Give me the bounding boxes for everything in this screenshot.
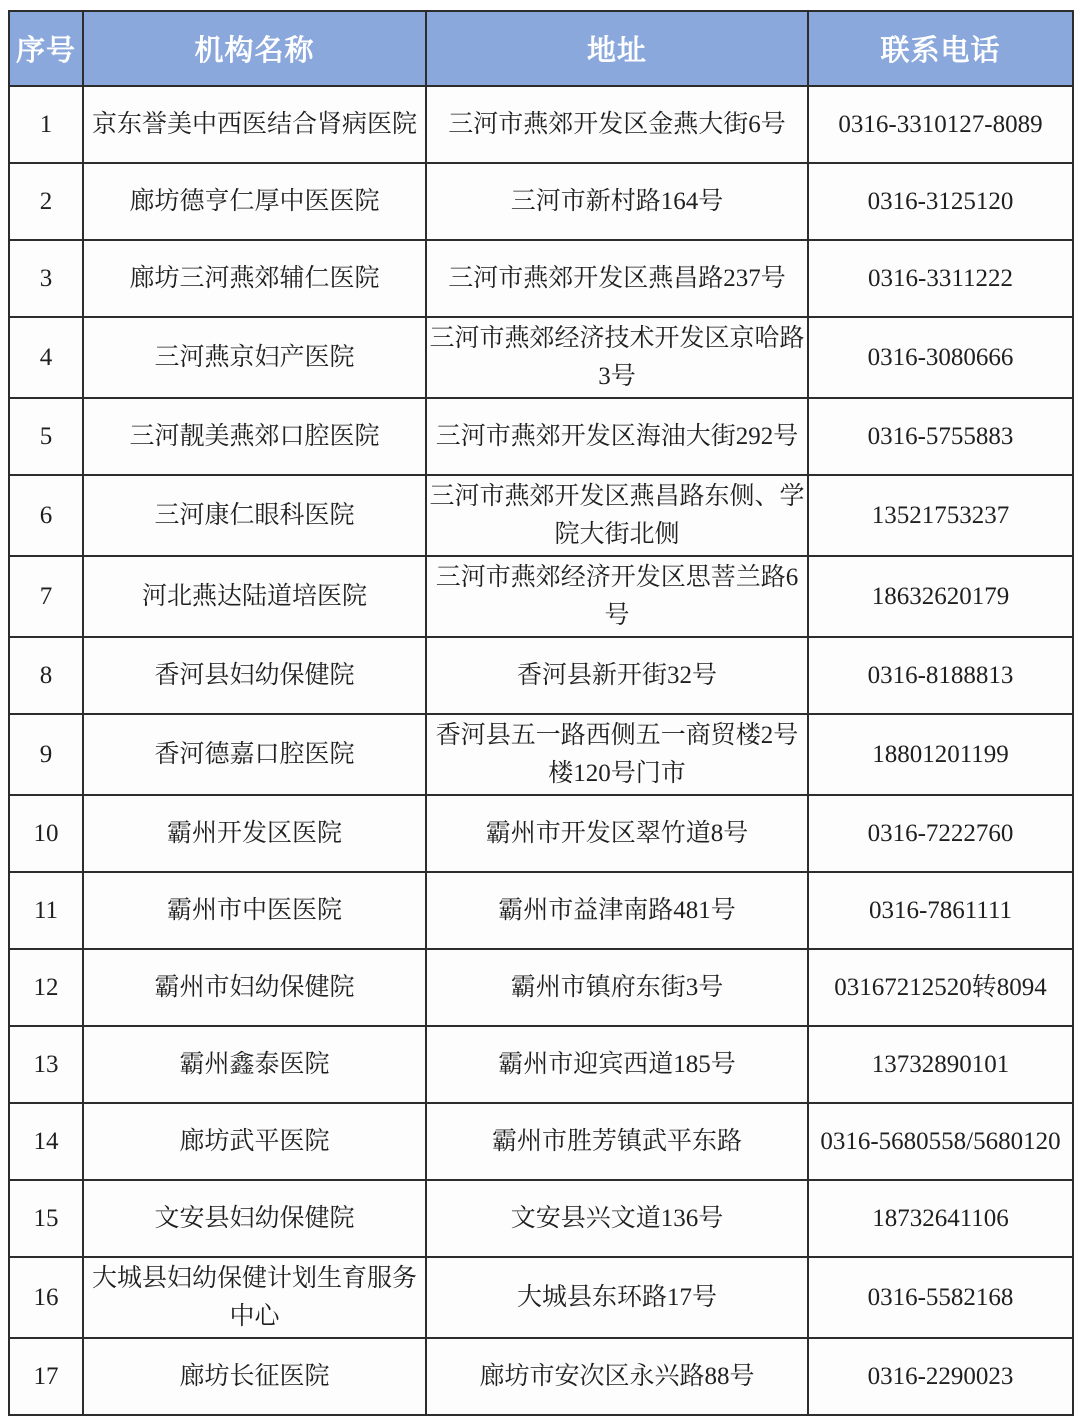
- cell-phone: 0316-3125120: [808, 163, 1073, 240]
- table-header: [9, 11, 1073, 86]
- cell-no: 5: [9, 398, 83, 475]
- cell-address: 香河县五一路西侧五一商贸楼2号楼120号门市: [426, 714, 808, 795]
- cell-name: 廊坊三河燕郊辅仁医院: [83, 240, 426, 317]
- cell-phone: 0316-5755883: [808, 398, 1073, 475]
- cell-name: 香河德嘉口腔医院: [83, 714, 426, 795]
- cell-phone: 0316-8188813: [808, 637, 1073, 714]
- table-row: [9, 1026, 1073, 1103]
- cell-phone: 03167212520转8094: [808, 949, 1073, 1026]
- cell-address: 三河市燕郊经济开发区思菩兰路6号: [426, 556, 808, 637]
- cell-phone: 0316-5680558/5680120: [808, 1103, 1073, 1180]
- cell-phone: 0316-3310127-8089: [808, 86, 1073, 163]
- cell-no: 6: [9, 475, 83, 556]
- cell-address: 霸州市开发区翠竹道8号: [426, 795, 808, 872]
- cell-no: 14: [9, 1103, 83, 1180]
- cell-name: 文安县妇幼保健院: [83, 1180, 426, 1257]
- column-header-name: 机构名称: [83, 11, 426, 86]
- cell-address: 香河县新开街32号: [426, 637, 808, 714]
- cell-name: 廊坊德亨仁厚中医医院: [83, 163, 426, 240]
- table-row: [9, 475, 1073, 556]
- table-row: [9, 556, 1073, 637]
- cell-address: 三河市燕郊经济技术开发区京哈路3号: [426, 317, 808, 398]
- cell-phone: 0316-7222760: [808, 795, 1073, 872]
- cell-name: 霸州鑫泰医院: [83, 1026, 426, 1103]
- table-row: [9, 86, 1073, 163]
- cell-no: 4: [9, 317, 83, 398]
- cell-no: 7: [9, 556, 83, 637]
- cell-no: 16: [9, 1257, 83, 1338]
- cell-address: 霸州市迎宾西道185号: [426, 1026, 808, 1103]
- table-row: [9, 1180, 1073, 1257]
- cell-name: 三河靓美燕郊口腔医院: [83, 398, 426, 475]
- table-row: [9, 637, 1073, 714]
- cell-phone: 0316-3080666: [808, 317, 1073, 398]
- cell-phone: 18632620179: [808, 556, 1073, 637]
- cell-address: 文安县兴文道136号: [426, 1180, 808, 1257]
- cell-name: 京东誉美中西医结合肾病医院: [83, 86, 426, 163]
- cell-no: 2: [9, 163, 83, 240]
- cell-name: 大城县妇幼保健计划生育服务中心: [83, 1257, 426, 1338]
- table-row: [9, 398, 1073, 475]
- medical-institutions-table: [8, 10, 1074, 1416]
- cell-no: 13: [9, 1026, 83, 1103]
- table-row: [9, 163, 1073, 240]
- cell-name: 廊坊武平医院: [83, 1103, 426, 1180]
- cell-phone: 0316-2290023: [808, 1338, 1073, 1415]
- cell-no: 3: [9, 240, 83, 317]
- cell-phone: 13521753237: [808, 475, 1073, 556]
- column-header-address: 地址: [426, 11, 808, 86]
- table-row: [9, 240, 1073, 317]
- cell-no: 11: [9, 872, 83, 949]
- cell-name: 河北燕达陆道培医院: [83, 556, 426, 637]
- cell-name: 廊坊长征医院: [83, 1338, 426, 1415]
- column-header-phone: 联系电话: [808, 11, 1073, 86]
- cell-no: 9: [9, 714, 83, 795]
- cell-phone: 0316-5582168: [808, 1257, 1073, 1338]
- cell-address: 三河市燕郊开发区海油大街292号: [426, 398, 808, 475]
- table-row: [9, 1103, 1073, 1180]
- cell-name: 三河燕京妇产医院: [83, 317, 426, 398]
- cell-address: 三河市燕郊开发区金燕大街6号: [426, 86, 808, 163]
- cell-address: 霸州市胜芳镇武平东路: [426, 1103, 808, 1180]
- cell-no: 8: [9, 637, 83, 714]
- table-row: [9, 872, 1073, 949]
- cell-name: 霸州市妇幼保健院: [83, 949, 426, 1026]
- table-row: [9, 714, 1073, 795]
- cell-name: 霸州市中医医院: [83, 872, 426, 949]
- cell-no: 15: [9, 1180, 83, 1257]
- cell-phone: 0316-7861111: [808, 872, 1073, 949]
- cell-phone: 13732890101: [808, 1026, 1073, 1103]
- cell-address: 三河市燕郊开发区燕昌路东侧、学院大街北侧: [426, 475, 808, 556]
- column-header-no: 序号: [9, 11, 83, 86]
- cell-name: 香河县妇幼保健院: [83, 637, 426, 714]
- table-row: [9, 949, 1073, 1026]
- cell-no: 12: [9, 949, 83, 1026]
- cell-address: 三河市燕郊开发区燕昌路237号: [426, 240, 808, 317]
- cell-phone: 18732641106: [808, 1180, 1073, 1257]
- cell-no: 1: [9, 86, 83, 163]
- table-row: [9, 1257, 1073, 1338]
- cell-phone: 18801201199: [808, 714, 1073, 795]
- table-row: [9, 795, 1073, 872]
- cell-name: 霸州开发区医院: [83, 795, 426, 872]
- table-row: [9, 317, 1073, 398]
- table-row: [9, 1338, 1073, 1415]
- cell-address: 大城县东环路17号: [426, 1257, 808, 1338]
- cell-address: 霸州市益津南路481号: [426, 872, 808, 949]
- cell-no: 10: [9, 795, 83, 872]
- table-body: [9, 86, 1073, 1415]
- header-row: [9, 11, 1073, 86]
- cell-address: 霸州市镇府东街3号: [426, 949, 808, 1026]
- cell-address: 三河市新村路164号: [426, 163, 808, 240]
- cell-no: 17: [9, 1338, 83, 1415]
- cell-address: 廊坊市安次区永兴路88号: [426, 1338, 808, 1415]
- cell-phone: 0316-3311222: [808, 240, 1073, 317]
- cell-name: 三河康仁眼科医院: [83, 475, 426, 556]
